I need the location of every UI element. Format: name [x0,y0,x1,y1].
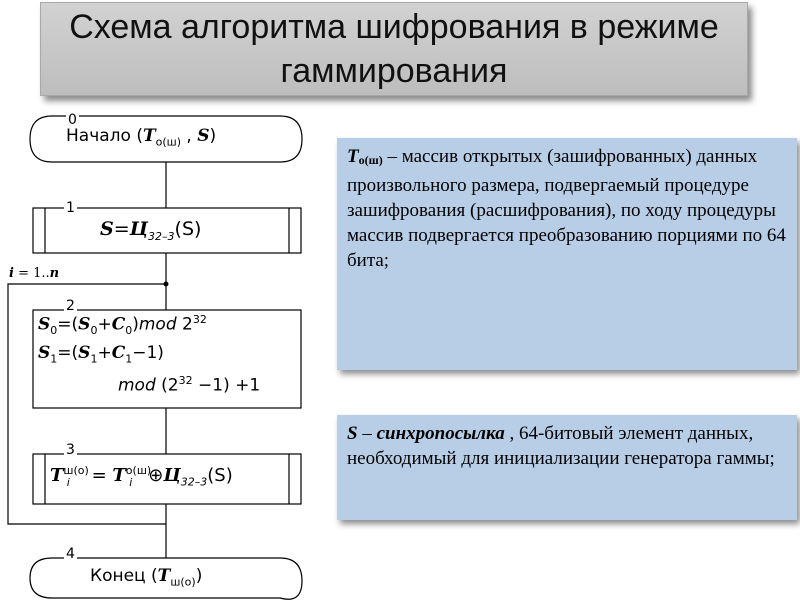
block2-line3: mod $(2^{32} -1) +1$ [118,374,261,396]
block3-formula: $T^{ш(о)}_i = T^{о(ш)}_i$ $\oplus Ц_{32-3}(S)$ [50,464,233,489]
end-label: Конец $(T_{ш(о)})$ [90,566,203,589]
note2-text: , 64-битовый элемент данных, необходимый для инициализации генератора гаммы; [347,423,775,469]
note2-term: S [347,423,358,444]
block1-formula: $S=Ц_{32-3}(S)$ [100,218,202,243]
block2-number: 2 [66,298,75,314]
note2-dash: – [357,423,377,444]
note2-term2: синхропосылка [376,423,505,444]
start-label: Начало ($T_{о(ш)}$ , S) [66,126,217,149]
note-sync-definition [337,415,797,520]
block2-line2: $S_1=(S_1+C_1-1)$ [38,343,164,366]
note1-text: – массив открытых (зашифрованных) данных произвольного размера, подвергаемый процедуре зашифрования (расшифрования), по ходу процедуры массив подвергается преобразованию порциями по 64 бита; [347,146,786,271]
block1-number: 1 [66,200,75,216]
flowchart [0,112,330,600]
slide-title-text: Схема алгоритма шифрования в режиме гаммирования [69,8,719,90]
start-number: 0 [68,112,77,128]
slide-title [40,2,748,96]
note1-term: T [347,146,359,167]
loop-label: i = 1..n [9,266,60,281]
loop-junction [164,282,169,287]
note1-term-sub: о(ш) [358,153,383,167]
note-array-definition [337,138,797,370]
block3-number: 3 [66,442,75,458]
block2-line1: $S_0=(S_0+C_0)mod$ $2^{32}$ [38,313,207,338]
end-number: 4 [66,546,75,562]
